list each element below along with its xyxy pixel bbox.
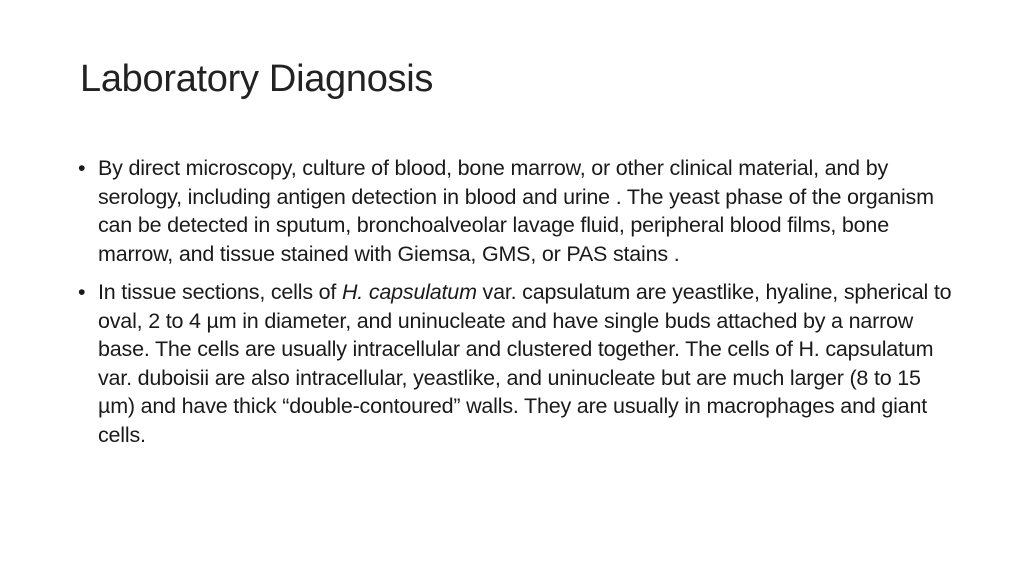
slide-title: Laboratory Diagnosis <box>80 58 434 100</box>
bullet-item <box>78 278 958 449</box>
bullet-icon: • <box>78 156 86 180</box>
bullet-item <box>78 154 958 268</box>
bullet-text: By direct microscopy, culture of blood, bone marrow, or other clinical material, and by serology, including antigen detection in blood and urine . The yeast phase of the organism can be detected in sputum, bronchoalveolar lavage fluid, peripheral blood films, bone marrow, and tissue stained with Giemsa, GMS, or PAS stains . <box>98 156 934 266</box>
organism-name: H. capsulatum <box>341 280 477 304</box>
bullet-text-rest: var. capsulatum are yeastlike, hyaline, spherical to oval, 2 to 4 µm in diameter, and uninucleate and have single buds attached by a narrow base. The cells are usually intracellular and clustered together. The cells of H. capsulatum var. duboisii are also intracellular, yeastlike, and uninucleate but are much larger (8 to 15 µm) and have thick “double-contoured” walls. They are usually in macrophages and giant cells. <box>98 280 952 447</box>
bullet-list <box>78 154 958 459</box>
bullet-text-lead: In tissue sections, cells of <box>98 280 342 304</box>
bullet-icon: • <box>78 280 86 304</box>
